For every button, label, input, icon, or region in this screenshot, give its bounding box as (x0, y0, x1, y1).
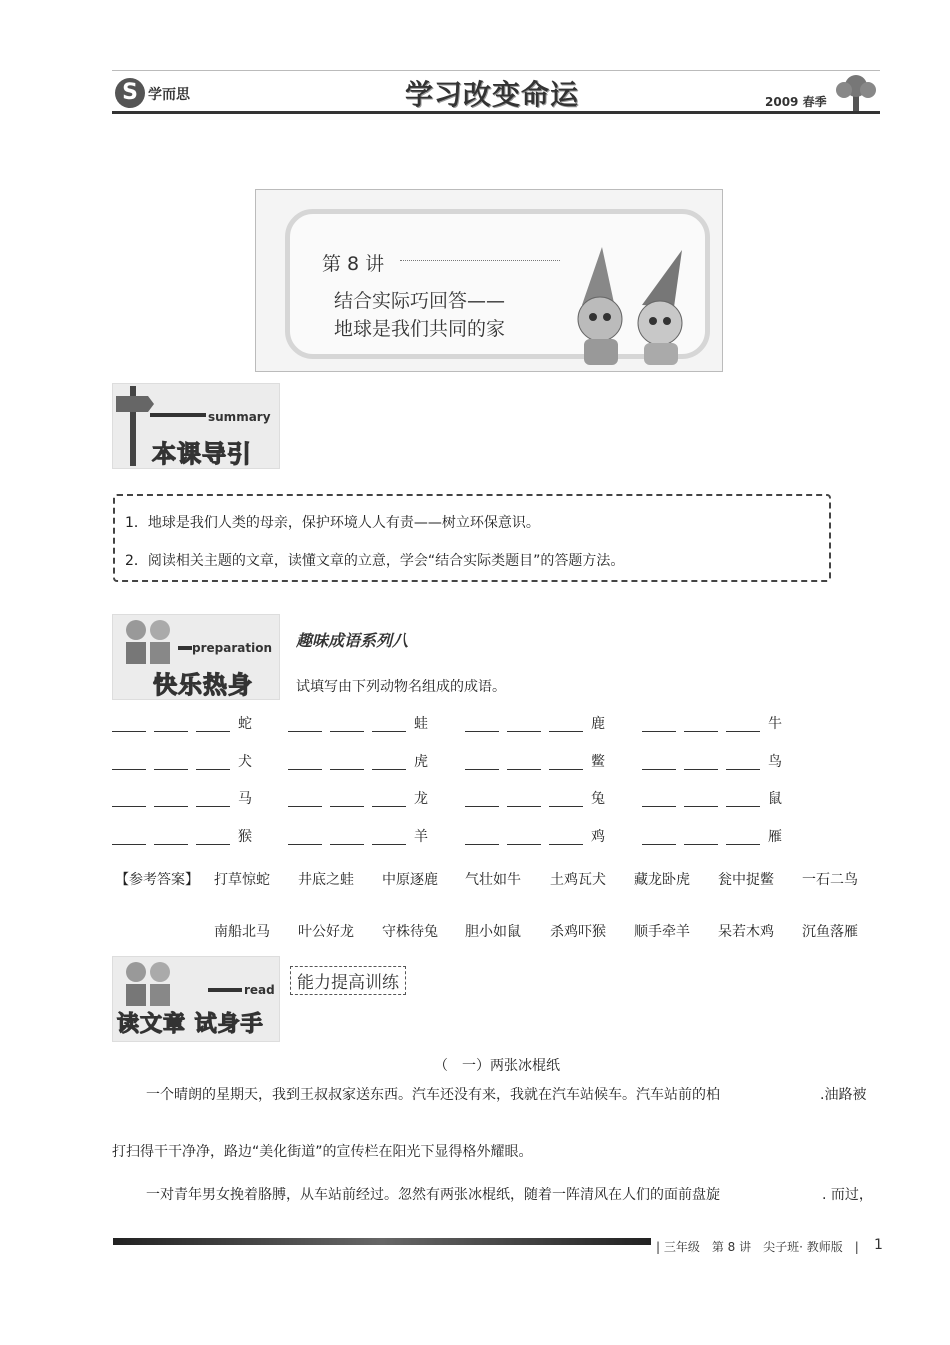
summary-item-1: 1．地球是我们人类的母亲，保护环境人人有责——树立环保意识。 (125, 515, 540, 531)
idiom-blank[interactable] (372, 717, 406, 732)
header-motto: 学习改变命运 (405, 78, 580, 111)
idiom-blank[interactable] (112, 792, 146, 807)
lecture-title-line1: 结合实际巧回答—— (334, 290, 506, 312)
idiom-animal-char: 鸡 (591, 829, 605, 845)
idiom-animal-char: 猴 (238, 829, 252, 845)
idiom-blank[interactable] (465, 717, 499, 732)
paragraph-1-part-a: 一个晴朗的星期天，我到王叔叔家送东西。汽车还没有来，我就在汽车站候车。汽车站前的柏 (146, 1087, 720, 1103)
idiom-blank[interactable] (154, 830, 188, 845)
idiom-blank[interactable] (726, 792, 760, 807)
idiom-blank[interactable] (154, 717, 188, 732)
answer-idiom: 呆若木鸡 (718, 924, 774, 940)
read-badge-cn: 读文章 试身手 (117, 1012, 264, 1037)
idiom-blank[interactable] (684, 717, 718, 732)
idiom-blank[interactable] (330, 830, 364, 845)
idiom-animal-char: 兔 (591, 791, 605, 807)
footer-bar (113, 1238, 651, 1245)
idiom-blank[interactable] (507, 792, 541, 807)
preparation-badge-en: preparation (192, 641, 272, 655)
footer-text: | 三年级 第 8 讲 尖子班· 教师版 | (656, 1240, 859, 1254)
idiom-animal-char: 羊 (414, 829, 428, 845)
idiom-blank[interactable] (549, 830, 583, 845)
idiom-blank[interactable] (642, 717, 676, 732)
idiom-blank[interactable] (684, 792, 718, 807)
lecture-number: 第 8 讲 (322, 253, 385, 275)
answer-idiom: 南船北马 (214, 924, 270, 940)
answer-idiom: 顺手牵羊 (634, 924, 690, 940)
idiom-animal-char: 鳖 (591, 754, 605, 770)
idiom-animal-char: 鸟 (768, 754, 782, 770)
header-season: 2009 春季 (765, 95, 827, 109)
idiom-animal-char: 龙 (414, 791, 428, 807)
idiom-blank[interactable] (726, 830, 760, 845)
header-rule (112, 111, 880, 114)
preparation-badge-bar (178, 646, 192, 650)
idiom-blank[interactable] (196, 830, 230, 845)
idiom-blank[interactable] (726, 717, 760, 732)
answer-idiom: 井底之蛙 (298, 872, 354, 888)
idiom-blank[interactable] (507, 717, 541, 732)
idiom-animal-char: 雁 (768, 829, 782, 845)
answer-idiom: 胆小如鼠 (465, 924, 521, 940)
answer-idiom: 叶公好龙 (298, 924, 354, 940)
idiom-blank[interactable] (288, 717, 322, 732)
idiom-blank[interactable] (330, 717, 364, 732)
answer-idiom: 藏龙卧虎 (634, 872, 690, 888)
answer-idiom: 一石二鸟 (802, 872, 858, 888)
idiom-blank[interactable] (330, 755, 364, 770)
idiom-section-title: 趣味成语系列八 (296, 631, 409, 650)
answer-idiom: 守株待兔 (382, 924, 438, 940)
paragraph-2-part-a: 一对青年男女挽着胳膊，从车站前经过。忽然有两张冰棍纸，随着一阵清风在人们的面前盘旋 (146, 1187, 720, 1203)
idiom-blank[interactable] (196, 755, 230, 770)
summary-badge-cn: 本课导引 (152, 440, 252, 468)
idiom-animal-char: 马 (238, 791, 252, 807)
idiom-animal-char: 蛇 (238, 716, 252, 732)
idiom-blank[interactable] (642, 792, 676, 807)
mascot-illustration (562, 245, 697, 367)
lecture-title-line2: 地球是我们共同的家 (334, 318, 506, 340)
idiom-animal-char: 犬 (238, 754, 252, 770)
idiom-animal-char: 鼠 (768, 791, 782, 807)
summary-badge-bar (150, 413, 206, 417)
idiom-blank[interactable] (154, 792, 188, 807)
lecture-dotted-line (400, 260, 560, 261)
idiom-blank[interactable] (465, 792, 499, 807)
idiom-blank[interactable] (154, 755, 188, 770)
answer-idiom: 中原逐鹿 (382, 872, 438, 888)
idiom-blank[interactable] (330, 792, 364, 807)
idiom-blank[interactable] (465, 830, 499, 845)
idiom-blank[interactable] (684, 755, 718, 770)
answer-idiom: 土鸡瓦犬 (550, 872, 606, 888)
idiom-blank[interactable] (465, 755, 499, 770)
skill-training-title: 能力提高训练 (290, 966, 406, 995)
idiom-blank[interactable] (288, 792, 322, 807)
answer-label: 【参考答案】 (115, 872, 199, 888)
page-number: 1 (874, 1237, 883, 1253)
idiom-blank[interactable] (549, 717, 583, 732)
idiom-blank[interactable] (112, 830, 146, 845)
idiom-blank[interactable] (507, 830, 541, 845)
answer-idiom: 沉鱼落雁 (802, 924, 858, 940)
read-badge-en: read (244, 983, 275, 997)
idiom-blank[interactable] (372, 792, 406, 807)
idiom-blank[interactable] (507, 755, 541, 770)
idiom-blank[interactable] (642, 755, 676, 770)
idiom-animal-char: 鹿 (591, 716, 605, 732)
paragraph-2-part-b: . 而过， (822, 1187, 873, 1203)
signpost-icon (114, 386, 154, 466)
story-title: （ 一）两张冰棍纸 (434, 1058, 560, 1074)
preparation-badge-cn: 快乐热身 (153, 671, 253, 699)
idiom-blank[interactable] (642, 830, 676, 845)
summary-item-2: 2．阅读相关主题的文章，读懂文章的立意，学会“结合实际类题目”的答题方法。 (125, 553, 625, 569)
idiom-blank[interactable] (196, 717, 230, 732)
idiom-blank[interactable] (112, 717, 146, 732)
idiom-instruction: 试填写由下列动物名组成的成语。 (296, 679, 506, 695)
logo-s-icon: S (115, 78, 145, 108)
answer-idiom: 杀鸡吓猴 (550, 924, 606, 940)
idiom-animal-char: 蛙 (414, 716, 428, 732)
tree-icon (832, 72, 880, 112)
idiom-blank[interactable] (549, 792, 583, 807)
logo-text: 学而思 (148, 87, 190, 103)
idiom-blank[interactable] (288, 830, 322, 845)
idiom-blank[interactable] (372, 755, 406, 770)
paragraph-1-part-b: .油路被 (820, 1087, 867, 1103)
paragraph-1-part-c: 打扫得干干净净，路边“美化街道”的宣传栏在阳光下显得格外耀眼。 (112, 1144, 533, 1160)
answer-idiom: 瓮中捉鳖 (718, 872, 774, 888)
idiom-blank[interactable] (726, 755, 760, 770)
idiom-blank[interactable] (549, 755, 583, 770)
kids-reading-icon (118, 958, 178, 1008)
idiom-animal-char: 虎 (414, 754, 428, 770)
summary-badge-en: summary (208, 410, 271, 424)
idiom-blank[interactable] (288, 755, 322, 770)
idiom-animal-char: 牛 (768, 716, 782, 732)
answer-idiom: 气壮如牛 (465, 872, 521, 888)
answer-idiom: 打草惊蛇 (214, 872, 270, 888)
idiom-blank[interactable] (684, 830, 718, 845)
idiom-blank[interactable] (196, 792, 230, 807)
header-top-rule (112, 70, 880, 71)
idiom-blank[interactable] (372, 830, 406, 845)
read-badge-bar (208, 988, 242, 992)
kids-illustration-icon (118, 616, 178, 666)
idiom-blank[interactable] (112, 755, 146, 770)
